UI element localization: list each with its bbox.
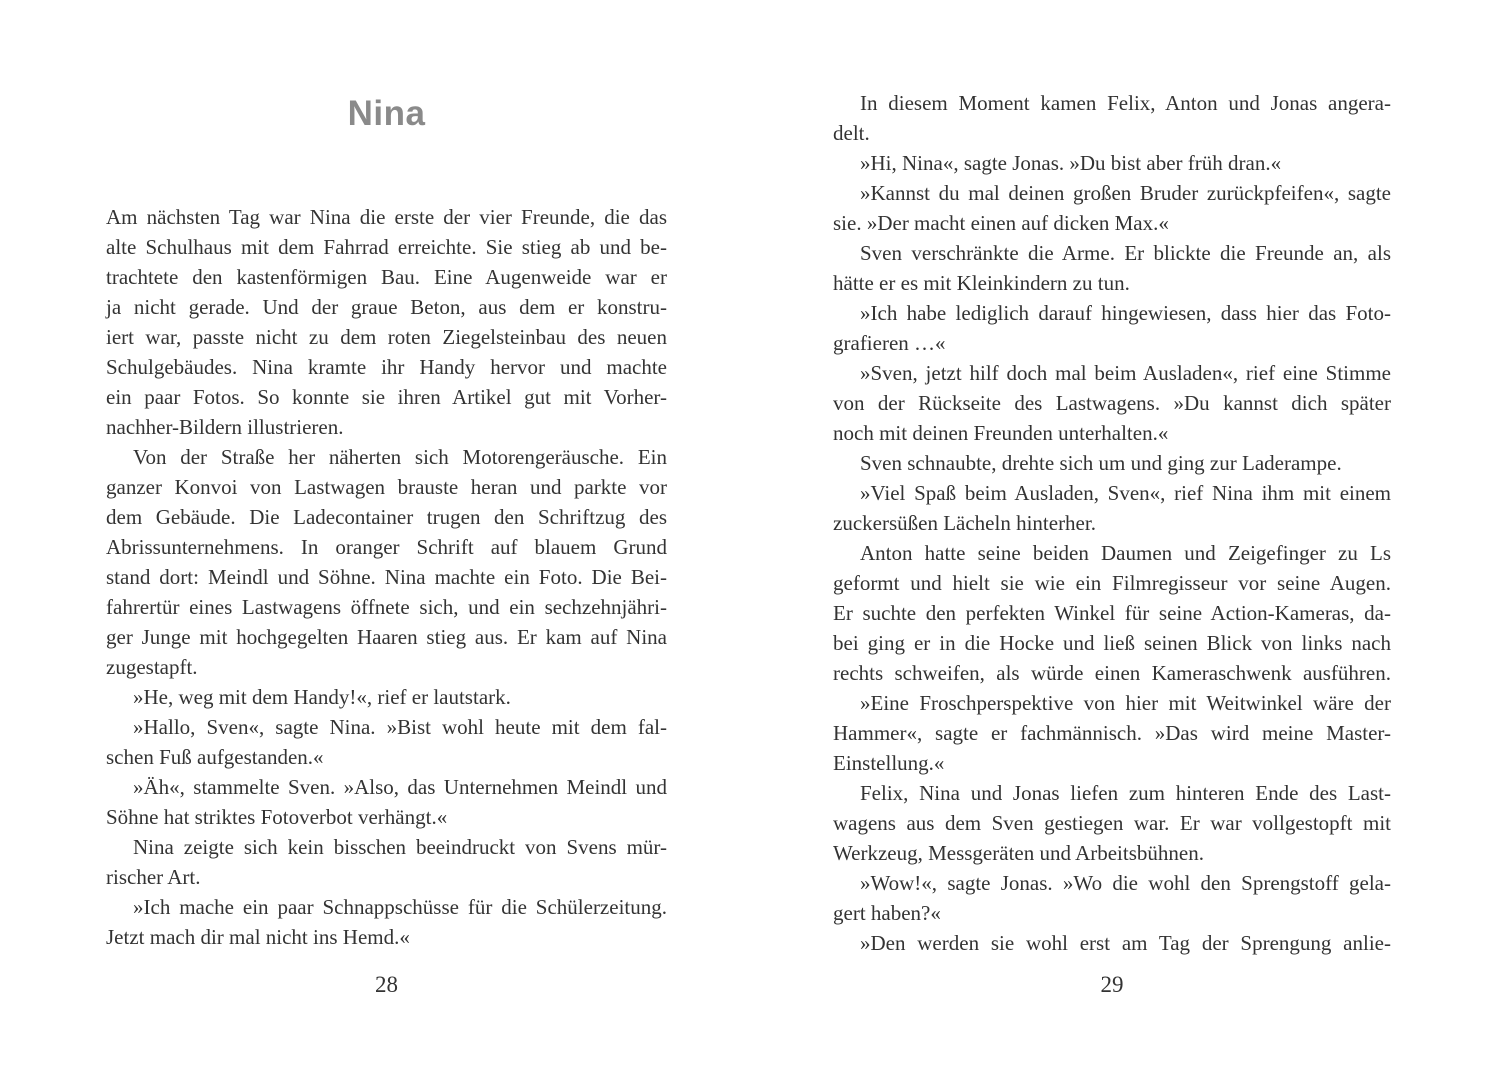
text-line: zugestapft.	[106, 655, 198, 679]
text-line: fahrertür eines Lastwagens öffnete sich, und ein sechzehnjähri-	[106, 595, 667, 619]
text-line: bei ging er in die Hocke und ließ seinen Blick von links nach	[833, 631, 1391, 655]
text-line: Einstellung.«	[833, 751, 945, 775]
text-line: stand dort: Meindl und Söhne. Nina machte ein Foto. Die Bei-	[106, 565, 667, 589]
text-line: »Den werden sie wohl erst am Tag der Sprengung anlie-	[860, 931, 1391, 955]
text-line: Nina zeigte sich kein bisschen beeindruckt von Svens mür-	[133, 835, 667, 859]
page-left	[106, 0, 667, 1086]
text-line: »Viel Spaß beim Ausladen, Sven«, rief Nina ihm mit einem	[860, 481, 1391, 505]
text-line: ja nicht gerade. Und der graue Beton, aus dem er konstru-	[106, 295, 667, 319]
text-line: Sven verschränkte die Arme. Er blickte die Freunde an, als	[860, 241, 1391, 265]
text-line: rischer Art.	[106, 865, 201, 889]
text-line: ganzer Konvoi von Lastwagen brauste heran und parkte vor	[106, 475, 667, 499]
right-page-text	[833, 88, 1391, 958]
text-line: »Ich habe lediglich darauf hingewiesen, dass hier das Foto-	[860, 301, 1391, 325]
text-line: »Kannst du mal deinen großen Bruder zurückpfeifen«, sagte	[860, 181, 1391, 205]
text-line: alte Schulhaus mit dem Fahrrad erreichte. Sie stieg ab und be-	[106, 235, 667, 259]
text-line: Hammer«, sagte er fachmännisch. »Das wird meine Master-	[833, 721, 1391, 745]
text-line: gert haben?«	[833, 901, 941, 925]
text-line: »Äh«, stammelte Sven. »Also, das Unternehmen Meindl und	[133, 775, 667, 799]
text-line: Von der Straße her näherten sich Motorengeräusche. Ein	[133, 445, 667, 469]
text-line: grafieren …«	[833, 331, 946, 355]
text-line: »Hallo, Sven«, sagte Nina. »Bist wohl heute mit dem fal-	[133, 715, 667, 739]
text-line: Felix, Nina und Jonas liefen zum hinteren Ende des Last-	[860, 781, 1391, 805]
text-line: ein paar Fotos. So konnte sie ihren Artikel gut mit Vorher-	[106, 385, 667, 409]
text-line: Werkzeug, Messgeräten und Arbeitsbühnen.	[833, 841, 1204, 865]
text-line: sie. »Der macht einen auf dicken Max.«	[833, 211, 1169, 235]
text-line: Schulgebäudes. Nina kramte ihr Handy hervor und machte	[106, 355, 667, 379]
text-line: Er suchte den perfekten Winkel für seine Action-Kameras, da-	[833, 601, 1391, 625]
text-line: hätte er es mit Kleinkindern zu tun.	[833, 271, 1130, 295]
text-line: ger Junge mit hochgegelten Haaren stieg aus. Er kam auf Nina	[106, 625, 667, 649]
text-line: »Eine Froschperspektive von hier mit Weitwinkel wäre der	[860, 691, 1391, 715]
text-line: trachtete den kastenförmigen Bau. Eine Augenweide war er	[106, 265, 667, 289]
text-line: In diesem Moment kamen Felix, Anton und Jonas angera-	[860, 91, 1391, 115]
text-line: »Ich mache ein paar Schnappschüsse für die Schülerzeitung.	[133, 895, 667, 919]
text-line: von der Rückseite des Lastwagens. »Du kannst dich später	[833, 391, 1391, 415]
text-line: Jetzt mach dir mal nicht ins Hemd.«	[106, 925, 410, 949]
text-line: dem Gebäude. Die Ladecontainer trugen den Schriftzug des	[106, 505, 667, 529]
text-line: »Hi, Nina«, sagte Jonas. »Du bist aber früh dran.«	[860, 151, 1282, 175]
text-line: zuckersüßen Lächeln hinterher.	[833, 511, 1096, 535]
chapter-title: Nina	[347, 94, 426, 133]
text-line: iert war, passte nicht zu dem roten Ziegelsteinbau des neuen	[106, 325, 667, 349]
left-page-number: 28	[375, 972, 398, 997]
text-line: Sven schnaubte, drehte sich um und ging zur Laderampe.	[860, 451, 1342, 475]
text-line: Abrissunternehmens. In oranger Schrift auf blauem Grund	[106, 535, 667, 559]
text-line: schen Fuß aufgestanden.«	[106, 745, 324, 769]
text-line: nachher-Bildern illustrieren.	[106, 415, 344, 439]
left-page-text	[106, 202, 667, 952]
text-line: »Sven, jetzt hilf doch mal beim Ausladen«, rief eine Stimme	[860, 361, 1391, 385]
page-right	[833, 0, 1391, 1086]
text-line: noch mit deinen Freunden unterhalten.«	[833, 421, 1169, 445]
text-line: delt.	[833, 121, 870, 145]
text-line: Anton hatte seine beiden Daumen und Zeigefinger zu Ls	[860, 541, 1391, 565]
text-line: wagens aus dem Sven gestiegen war. Er war vollgestopft mit	[833, 811, 1391, 835]
text-line: »He, weg mit dem Handy!«, rief er lautstark.	[133, 685, 511, 709]
text-line: geformt und hielt sie wie ein Filmregisseur vor seine Augen.	[833, 571, 1391, 595]
text-line: rechts schweifen, als würde einen Kameraschwenk ausführen.	[833, 661, 1391, 685]
right-page-number: 29	[1100, 972, 1124, 997]
text-line: »Wow!«, sagte Jonas. »Wo die wohl den Sprengstoff gela-	[860, 871, 1391, 895]
text-line: Am nächsten Tag war Nina die erste der vier Freunde, die das	[106, 205, 667, 229]
text-line: Söhne hat striktes Fotoverbot verhängt.«	[106, 805, 448, 829]
